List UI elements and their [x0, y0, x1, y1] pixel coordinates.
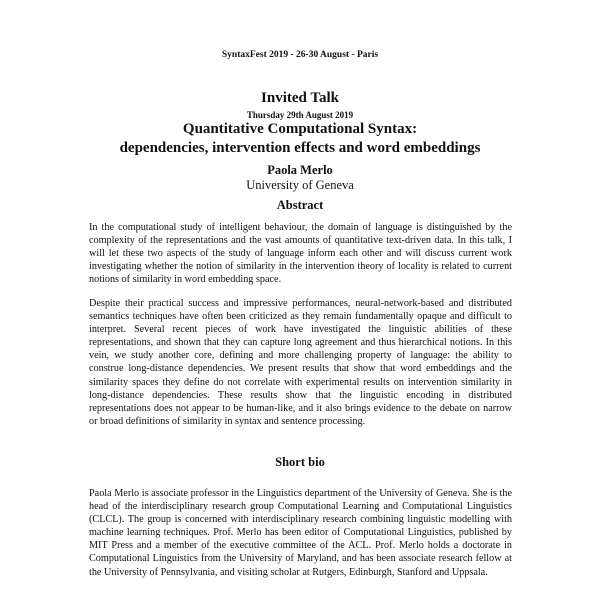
abstract-paragraph-1: In the computational study of intelligent behaviour, the domain of language is distinguished by the complexity of the representations and the vast amounts of quantitative text-driven data. In this talk, I will let these two aspects of the study of language inform each other and will discuss current work investigating whether the notion of similarity in the intervention theory of locality is related to current notions of similarity in word embedding space. [89, 222, 512, 286]
bio-paragraph: Paola Merlo is associate professor in the Linguistics department of the University of Geneva. She is the head of the interdisciplinary research group Computational Learning and Computational Linguistics (CLCL). The group is concerned with interdisciplinary research combining linguistic modelling with machine learning techniques. Prof. Merlo has been editor of Computational Linguistics, published by MIT Press and a member of the executive committee of the ACL. Prof. Merlo holds a doctorate in Computational Linguistics from the University of Maryland, and has been associate research fellow at the University of Pennsylvania, and visiting scholar at Rutgers, Edinburgh, Stanford and Uppsala. [89, 488, 512, 578]
talk-title-line1: Quantitative Computational Syntax: [182, 121, 418, 137]
talk-label: Invited Talk [261, 90, 339, 106]
talk-title-line2: dependencies, intervention effects and word embeddings [119, 140, 481, 156]
bio-heading: Short bio [275, 455, 325, 469]
author-affiliation: University of Geneva [246, 178, 354, 192]
author-name: Paola Merlo [267, 163, 333, 177]
abstract-heading: Abstract [276, 198, 324, 212]
conference-header: SyntaxFest 2019 - 26-30 August - Paris [221, 50, 379, 60]
talk-date: Thursday 29th August 2019 [246, 110, 354, 120]
abstract-paragraph-2: Despite their practical success and impressive performances, neural-network-based and distributed semantics techniques have often been criticized as they remain fundamentally opaque and difficult to interpret. Several recent pieces of work have investigated the linguistic abilities of these representations, and shown that they can capture long agreement and thus hierarchical notions. In this vein, we study another core, defining and more challenging property of language: the ability to construe long-distance dependencies. We present results that show that word embeddings and the similarity spaces they define do not correlate with experimental results on intervention similarity in long-distance dependencies. These results show that the linguistic encoding in distributed representations does not appear to be human-like, and it also brings evidence to the debate on narrow or broad definitions of similarity in syntax and sentence processing. [89, 298, 512, 427]
